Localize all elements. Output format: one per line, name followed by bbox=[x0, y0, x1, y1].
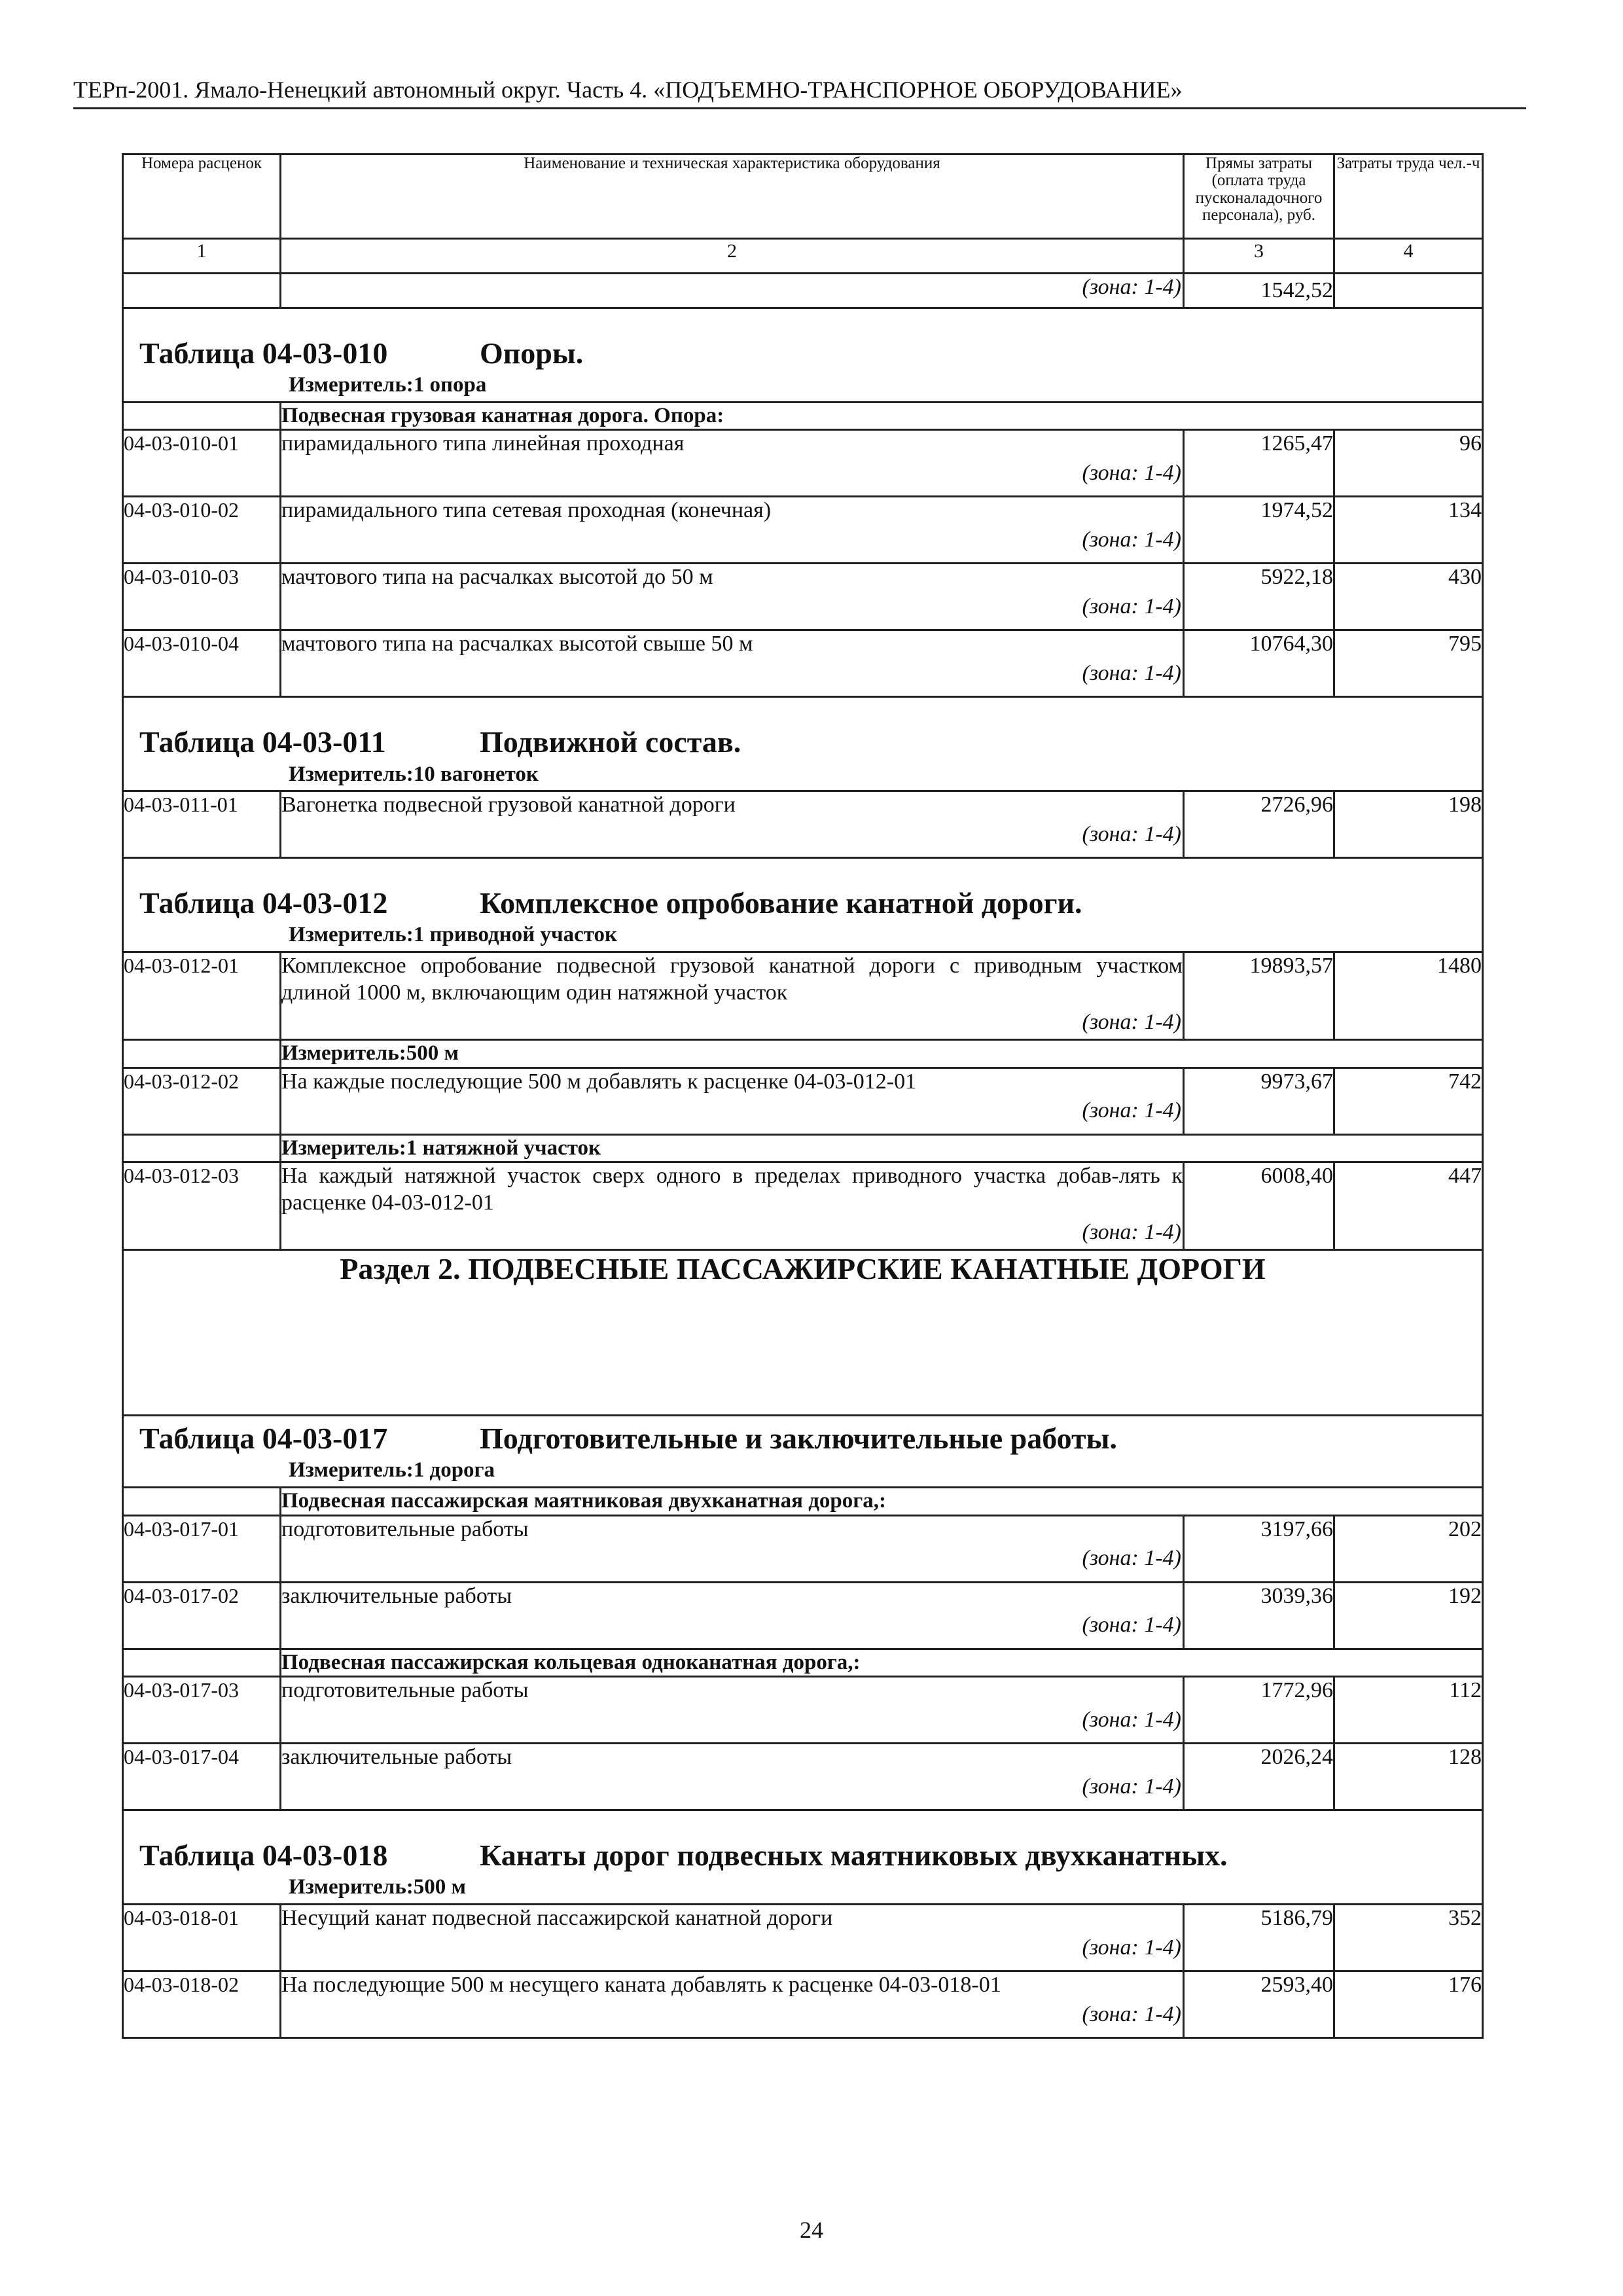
table-name: Подвижной состав. bbox=[480, 725, 741, 759]
zone-label: (зона: 1-4) bbox=[1082, 1613, 1181, 1638]
column-header-code: Номера расценок bbox=[123, 154, 281, 239]
rate-code: 04-03-012-01 bbox=[123, 952, 281, 1039]
rate-description: подготовительные работы bbox=[281, 1678, 529, 1703]
price-value: 2593,40 bbox=[1184, 1971, 1334, 2037]
table-number: Таблица 04-03-018 bbox=[139, 1839, 388, 1873]
price-value: 1542,52 bbox=[1184, 274, 1334, 308]
zone-label: (зона: 1-4) bbox=[1082, 1546, 1181, 1571]
table-name: Канаты дорог подвесных маятниковых двухканатных. bbox=[480, 1839, 1228, 1873]
table-title bbox=[124, 309, 1482, 371]
labor-value: 128 bbox=[1334, 1744, 1483, 1810]
rate-description: заключительные работы bbox=[281, 1745, 512, 1770]
table-row bbox=[123, 1162, 1483, 1250]
table-row bbox=[123, 564, 1483, 630]
measure-unit: Измеритель:1 дорога bbox=[289, 1458, 495, 1482]
table-name: Опоры. bbox=[480, 336, 584, 370]
table-row bbox=[123, 1971, 1483, 2037]
labor-value: 176 bbox=[1334, 1971, 1483, 2037]
zone-label: (зона: 1-4) bbox=[1082, 821, 1181, 846]
labor-value: 192 bbox=[1334, 1582, 1483, 1649]
zone-label: (зона: 1-4) bbox=[1082, 1219, 1181, 1244]
table-title bbox=[124, 859, 1482, 921]
price-value: 2726,96 bbox=[1184, 791, 1334, 858]
table-title bbox=[124, 1416, 1482, 1456]
labor-value: 112 bbox=[1334, 1677, 1483, 1744]
rate-code: 04-03-018-02 bbox=[123, 1971, 281, 2037]
subheader-row bbox=[123, 1649, 1483, 1677]
price-value: 6008,40 bbox=[1184, 1162, 1334, 1250]
table-heading bbox=[123, 308, 1483, 403]
price-value: 1265,47 bbox=[1184, 430, 1334, 497]
column-header-row bbox=[123, 154, 1483, 239]
table-number: Таблица 04-03-011 bbox=[139, 725, 386, 759]
rate-code: 04-03-017-03 bbox=[123, 1677, 281, 1744]
rate-code: 04-03-010-01 bbox=[123, 430, 281, 497]
column-header-description: Наименование и техническая характеристика оборудования bbox=[281, 154, 1184, 239]
measure-unit: Измеритель:1 приводной участок bbox=[289, 923, 618, 947]
rate-description: пирамидального типа сетевая проходная (конечная) bbox=[281, 498, 772, 523]
zone-label: (зона: 1-4) bbox=[1082, 1009, 1181, 1034]
page-header: ТЕРп-2001. Ямало-Ненецкий автономный округ. Часть 4. «ПОДЪЕМНО-ТРАНСПОРНОЕ ОБОРУДОВАНИЕ» bbox=[73, 76, 1526, 109]
rate-description: мачтового типа на расчалках высотой свыше 50 м bbox=[281, 632, 753, 656]
rate-description: пирамидального типа линейная проходная bbox=[281, 431, 685, 456]
column-number: 3 bbox=[1184, 239, 1334, 274]
labor-value: 202 bbox=[1334, 1515, 1483, 1582]
labor-value: 198 bbox=[1334, 791, 1483, 858]
table-number: Таблица 04-03-017 bbox=[139, 1422, 388, 1456]
measure-unit: Измеритель:500 м bbox=[281, 1039, 1483, 1067]
rate-description: На каждые последующие 500 м добавлять к расценке 04-03-012-01 bbox=[281, 1069, 917, 1094]
column-number: 4 bbox=[1334, 239, 1483, 274]
rate-description: подготовительные работы bbox=[281, 1516, 529, 1541]
group-subheader: Подвесная грузовая канатная дорога. Опора: bbox=[281, 402, 1483, 430]
section-heading-row bbox=[123, 1250, 1483, 1416]
rate-description: На каждый натяжной участок сверх одного в пределах приводного участка добав-лять к расценке 04-03-012-01 bbox=[281, 1164, 1183, 1215]
subheader-row bbox=[123, 1134, 1483, 1162]
table-row bbox=[123, 1515, 1483, 1582]
column-header-direct-cost: Прямы затраты (оплата труда пусконаладочного персонала), руб. bbox=[1184, 154, 1334, 239]
price-value: 10764,30 bbox=[1184, 630, 1334, 697]
section-title: Раздел 2. ПОДВЕСНЫЕ ПАССАЖИРСКИЕ КАНАТНЫЕ ДОРОГИ bbox=[123, 1250, 1483, 1416]
table-row bbox=[123, 430, 1483, 497]
table-name: Подготовительные и заключительные работы. bbox=[480, 1422, 1118, 1456]
table-title bbox=[124, 698, 1482, 760]
rate-description: Вагонетка подвесной грузовой канатной дороги bbox=[281, 793, 736, 817]
price-value: 3197,66 bbox=[1184, 1515, 1334, 1582]
carryover-row bbox=[123, 274, 1483, 308]
labor-value: 96 bbox=[1334, 430, 1483, 497]
zone-label: (зона: 1-4) bbox=[1082, 1774, 1181, 1799]
measure-unit: Измеритель:500 м bbox=[289, 1875, 466, 1899]
price-value: 5922,18 bbox=[1184, 564, 1334, 630]
rate-description: На последующие 500 м несущего каната добавлять к расценке 04-03-018-01 bbox=[281, 1972, 1001, 1997]
price-value: 3039,36 bbox=[1184, 1582, 1334, 1649]
table-heading bbox=[123, 697, 1483, 791]
column-number: 1 bbox=[123, 239, 281, 274]
rate-description: Несущий канат подвесной пассажирской канатной дороги bbox=[281, 1905, 833, 1930]
rate-code: 04-03-010-02 bbox=[123, 497, 281, 564]
table-row bbox=[123, 1904, 1483, 1971]
table-number: Таблица 04-03-012 bbox=[139, 886, 388, 920]
measure-unit: Измеритель:10 вагонеток bbox=[289, 762, 539, 786]
zone-label: (зона: 1-4) bbox=[1082, 2001, 1181, 2026]
labor-value: 742 bbox=[1334, 1067, 1483, 1134]
price-value: 19893,57 bbox=[1184, 952, 1334, 1039]
subheader-row bbox=[123, 402, 1483, 430]
table-row bbox=[123, 1744, 1483, 1810]
labor-value: 134 bbox=[1334, 497, 1483, 564]
table-row bbox=[123, 1582, 1483, 1649]
rate-description: заключительные работы bbox=[281, 1583, 512, 1608]
table-row bbox=[123, 630, 1483, 697]
table-title bbox=[124, 1811, 1482, 1873]
zone-label: (зона: 1-4) bbox=[1082, 1098, 1181, 1123]
column-header-labor: Затраты труда чел.-ч bbox=[1334, 154, 1483, 239]
subheader-row bbox=[123, 1487, 1483, 1515]
zone-label: (зона: 1-4) bbox=[1082, 1935, 1181, 1960]
rate-code: 04-03-018-01 bbox=[123, 1904, 281, 1971]
labor-value: 447 bbox=[1334, 1162, 1483, 1250]
group-subheader: Подвесная пассажирская кольцевая одноканатная дорога,: bbox=[281, 1649, 1483, 1677]
price-value: 1772,96 bbox=[1184, 1677, 1334, 1744]
rates-table bbox=[122, 153, 1484, 2039]
measure-unit: Измеритель:1 натяжной участок bbox=[281, 1134, 1483, 1162]
labor-value: 1480 bbox=[1334, 952, 1483, 1039]
price-value: 1974,52 bbox=[1184, 497, 1334, 564]
table-row bbox=[123, 497, 1483, 564]
rate-description: мачтового типа на расчалках высотой до 50 м bbox=[281, 565, 713, 590]
table-row bbox=[123, 1067, 1483, 1134]
table-row bbox=[123, 952, 1483, 1039]
group-subheader: Подвесная пассажирская маятниковая двухканатная дорога,: bbox=[281, 1487, 1483, 1515]
subheader-row bbox=[123, 1039, 1483, 1067]
rate-code: 04-03-012-03 bbox=[123, 1162, 281, 1250]
price-value: 5186,79 bbox=[1184, 1904, 1334, 1971]
rate-code: 04-03-017-04 bbox=[123, 1744, 281, 1810]
table-row bbox=[123, 1677, 1483, 1744]
column-number-row bbox=[123, 239, 1483, 274]
labor-value: 352 bbox=[1334, 1904, 1483, 1971]
zone-label: (зона: 1-4) bbox=[1082, 661, 1181, 686]
zone-label: (зона: 1-4) bbox=[1082, 461, 1181, 486]
column-number: 2 bbox=[281, 239, 1184, 274]
price-value: 2026,24 bbox=[1184, 1744, 1334, 1810]
table-number: Таблица 04-03-010 bbox=[139, 336, 388, 370]
rate-code: 04-03-017-02 bbox=[123, 1582, 281, 1649]
table-heading bbox=[123, 858, 1483, 952]
price-value: 9973,67 bbox=[1184, 1067, 1334, 1134]
rate-code: 04-03-012-02 bbox=[123, 1067, 281, 1134]
rate-description: Комплексное опробование подвесной грузовой канатной дороги с приводным участком длиной 1000 м, включающим один натяжной участок bbox=[281, 953, 1183, 1005]
zone-label: (зона: 1-4) bbox=[1082, 1707, 1181, 1732]
table-row bbox=[123, 791, 1483, 858]
table-heading bbox=[123, 1416, 1483, 1488]
labor-value: 430 bbox=[1334, 564, 1483, 630]
table-heading bbox=[123, 1810, 1483, 1905]
measure-unit: Измеритель:1 опора bbox=[289, 373, 487, 397]
table-name: Комплексное опробование канатной дороги. bbox=[480, 886, 1082, 920]
zone-label: (зона: 1-4) bbox=[1082, 594, 1181, 619]
rate-code: 04-03-010-04 bbox=[123, 630, 281, 697]
rate-code: 04-03-011-01 bbox=[123, 791, 281, 858]
rate-code: 04-03-010-03 bbox=[123, 564, 281, 630]
zone-label: (зона: 1-4) bbox=[1082, 275, 1181, 299]
rate-code: 04-03-017-01 bbox=[123, 1515, 281, 1582]
labor-value: 795 bbox=[1334, 630, 1483, 697]
page-number: 24 bbox=[800, 2217, 823, 2243]
zone-label: (зона: 1-4) bbox=[1082, 528, 1181, 552]
